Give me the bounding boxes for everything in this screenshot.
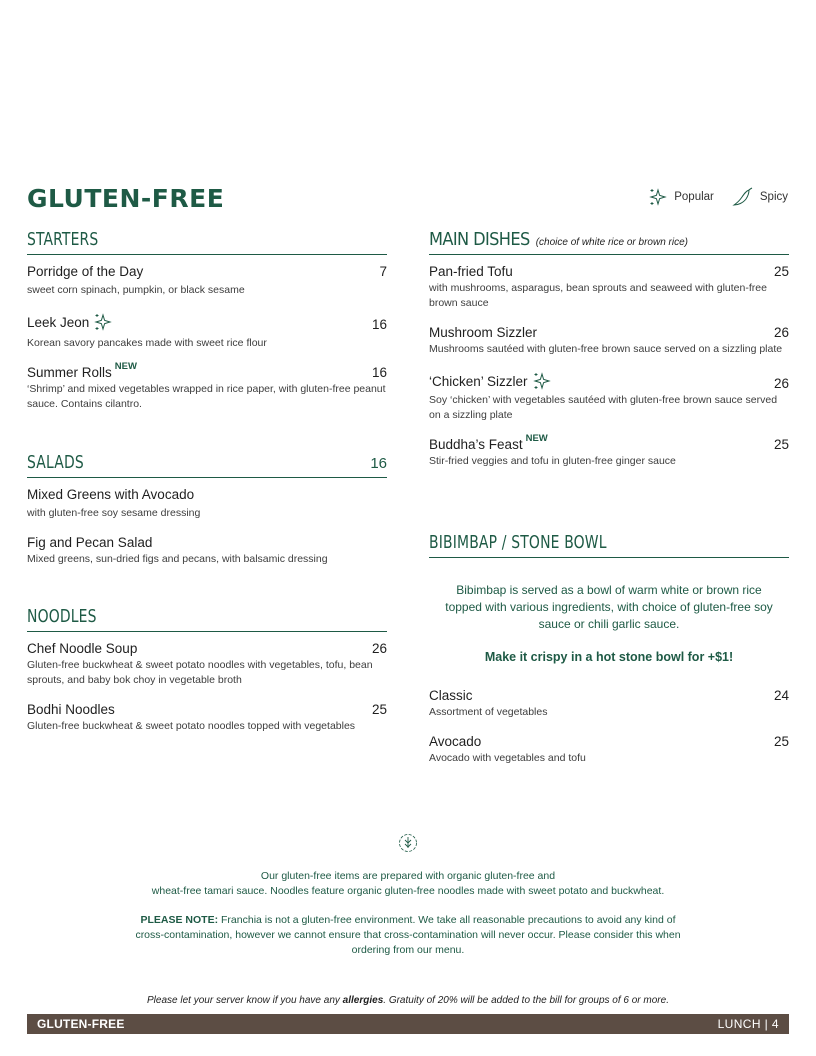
dish-desc: Assortment of vegetables — [429, 706, 548, 718]
starters-header — [27, 229, 387, 255]
bibimbap-title: BIBIMBAP / STONE BOWL — [429, 532, 607, 553]
dish-name: Bodhi Noodles — [27, 702, 115, 717]
dish-price: 26 — [773, 325, 789, 340]
dish-name: Summer Rolls — [27, 365, 112, 380]
salads-section — [27, 452, 387, 567]
salads-price: 16 — [370, 455, 387, 472]
dish-fig-pecan — [27, 535, 387, 567]
dish-desc: with mushrooms, asparagus, bean sprouts and seaweed with gluten-free brown sauce — [429, 282, 767, 309]
noodles-header — [27, 606, 387, 632]
dish-name-wrap — [27, 361, 137, 380]
legend-spicy-label: Spicy — [759, 191, 788, 203]
page-title: GLUTEN-FREE — [27, 184, 225, 213]
chili-pepper-icon — [732, 187, 754, 207]
dish-price: 24 — [773, 688, 789, 703]
allergy-text-post: . Gratuity of 20% will be added to the bill for groups of 6 or more. — [383, 995, 669, 1006]
dish-price: 25 — [371, 702, 387, 717]
bottom-bar-section: GLUTEN-FREE — [37, 1017, 125, 1031]
salads-title: SALADS — [27, 452, 84, 473]
dish-name: Pan-fried Tofu — [429, 264, 513, 279]
sparkle-icon — [648, 187, 668, 207]
dish-name: Classic — [429, 688, 473, 703]
dish-mixed-greens — [27, 487, 387, 521]
dish-price: 16 — [371, 317, 387, 332]
salads-header — [27, 452, 387, 478]
dish-name: Mushroom Sizzler — [429, 325, 538, 340]
dish-leek-jeon — [27, 312, 387, 351]
dish-desc: Mushrooms sautéed with gluten-free brown sauce served on a sizzling plate — [429, 343, 783, 355]
dish-price: 16 — [371, 365, 387, 380]
dish-name: Porridge of the Day — [27, 264, 144, 279]
dish-name: Chef Noodle Soup — [27, 641, 138, 656]
noodles-title: NOODLES — [27, 606, 97, 627]
dish-price: 25 — [773, 437, 789, 452]
starters-section — [27, 229, 387, 412]
dish-summer-rolls — [27, 361, 387, 412]
sparkle-icon — [532, 371, 552, 391]
dish-chicken-sizzler — [429, 371, 789, 423]
please-note-text: Franchia is not a gluten-free environment. We take all reasonable precautions to avoid any kind of cross-contamination, however we cannot ensure that cross-contamination will never occur. Please consider this when ordering from our menu. — [135, 914, 681, 956]
allergy-note — [0, 995, 816, 1006]
bibimbap-intro: Bibimbap is served as a bowl of warm white or brown rice topped with various ingredients, with choice of gluten-free soy sauce or chili garlic sauce. — [445, 583, 773, 631]
franchia-logo-icon — [398, 832, 418, 854]
main-dishes-section — [429, 229, 789, 469]
dish-price: 26 — [773, 376, 789, 391]
sparkle-icon — [93, 312, 113, 332]
gluten-free-info — [100, 869, 716, 899]
dish-desc: Gluten-free buckwheat & sweet potato noodles topped with vegetables — [27, 720, 356, 732]
main-dishes-title: MAIN DISHES — [429, 229, 530, 250]
bibimbap-header — [429, 532, 789, 558]
noodles-section — [27, 606, 387, 734]
dish-porridge — [27, 264, 387, 298]
new-badge: NEW — [114, 361, 137, 372]
dish-desc: Mixed greens, sun-dried figs and pecans, with balsamic dressing — [27, 553, 328, 565]
please-note — [100, 913, 716, 958]
info-line-1: Our gluten-free items are prepared with organic gluten-free and — [260, 870, 556, 882]
dish-classic — [429, 688, 789, 720]
dish-desc: Stir-fried veggies and tofu in gluten-free ginger sauce — [429, 455, 676, 467]
legend — [630, 187, 788, 207]
legend-popular-label: Popular — [674, 191, 714, 203]
dish-mushroom-sizzler — [429, 325, 789, 357]
dish-price: 25 — [773, 734, 789, 749]
dish-price: 26 — [371, 641, 387, 656]
dish-pan-fried-tofu — [429, 264, 789, 311]
legend-spicy — [732, 187, 788, 207]
dish-bodhi-noodles — [27, 702, 387, 734]
dish-desc: Soy ‘chicken’ with vegetables sautéed with gluten-free brown sauce served on a sizzling plate — [429, 394, 778, 421]
bottom-bar-page: LUNCH | 4 — [717, 1017, 779, 1031]
dish-desc: with gluten-free soy sesame dressing — [27, 507, 201, 519]
dish-buddhas-feast — [429, 433, 789, 469]
dish-name: Buddha’s Feast — [429, 437, 523, 452]
dish-desc: sweet corn spinach, pumpkin, or black sesame — [27, 284, 245, 296]
dish-name-wrap — [429, 371, 552, 391]
dish-name-wrap — [429, 433, 548, 452]
dish-desc: Korean savory pancakes made with sweet rice flour — [27, 337, 267, 349]
dish-name: Avocado — [429, 734, 482, 749]
dish-name: ‘Chicken’ Sizzler — [429, 373, 528, 389]
starters-title: STARTERS — [27, 229, 99, 250]
dish-name: Fig and Pecan Salad — [27, 535, 153, 550]
dish-price: 7 — [379, 264, 387, 279]
legend-popular — [648, 187, 714, 207]
dish-desc: Avocado with vegetables and tofu — [429, 752, 586, 764]
dish-name: Mixed Greens with Avocado — [27, 487, 195, 502]
please-note-label: PLEASE NOTE: — [140, 914, 219, 926]
bottom-bar — [27, 1014, 789, 1034]
bibimbap-crispy-note: Make it crispy in a hot stone bowl for +$1! — [484, 650, 734, 664]
dish-chef-noodle-soup — [27, 641, 387, 688]
allergy-text-bold: allergies — [342, 995, 384, 1006]
info-line-2: wheat-free tamari sauce. Noodles feature organic gluten-free noodles made with sweet potato and buckwheat. — [151, 885, 665, 897]
dish-price: 25 — [773, 264, 789, 279]
dish-desc: ‘Shrimp’ and mixed vegetables wrapped in rice paper, with gluten-free peanut sauce. Contains cilantro. — [27, 383, 386, 410]
dish-desc: Gluten-free buckwheat & sweet potato noodles with vegetables, tofu, bean sprouts, and baby bok choy in vegetable broth — [27, 659, 373, 686]
main-dishes-header — [429, 229, 789, 255]
dish-avocado — [429, 734, 789, 766]
dish-name: Leek Jeon — [27, 314, 90, 330]
allergy-text-pre: Please let your server know if you have any — [147, 995, 343, 1006]
bibimbap-section — [429, 532, 789, 766]
new-badge: NEW — [525, 433, 548, 444]
main-dishes-note: (choice of white rice or brown rice) — [535, 237, 688, 248]
dish-name-wrap — [27, 312, 113, 332]
